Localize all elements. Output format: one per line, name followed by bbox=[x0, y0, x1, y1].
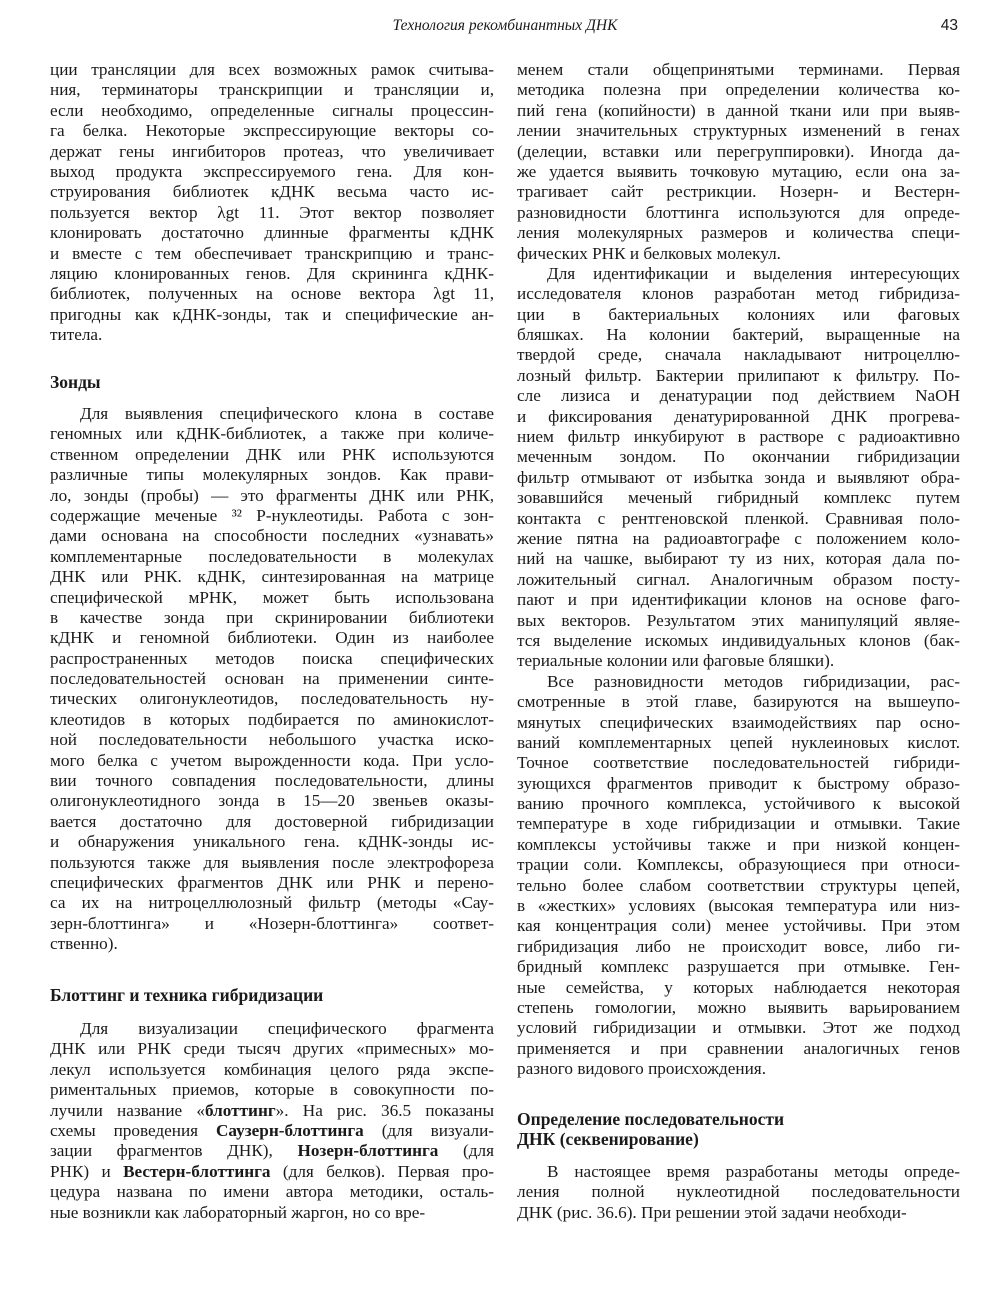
text-line: ной последовательности небольшого участка иско- bbox=[50, 730, 494, 750]
text-segment: (для белков). Первая про- bbox=[270, 1161, 494, 1181]
text-line: титела. bbox=[50, 325, 103, 345]
text-line: Все разновидности методов гибридизации, рас- bbox=[547, 671, 960, 691]
text-line: клонировать достаточно длинные фрагменты кДНК bbox=[50, 223, 494, 243]
text-line: выход продукта экспрессируемого гена. Для кон- bbox=[50, 161, 494, 181]
paragraph-group bbox=[517, 60, 960, 1080]
text-line: вии точного совпадения последовательности, длины bbox=[50, 771, 494, 791]
text-line: гибридизация либо не происходит вовсе, либо ги- bbox=[517, 936, 960, 956]
text-line: зерн-блоттинга» и «Нозерн-блоттинга» соответ- bbox=[50, 913, 494, 933]
text-line bbox=[50, 1162, 494, 1182]
text-line: ции трансляции для всех возможных рамок считыва- bbox=[50, 60, 494, 79]
text-line: са их на нитроцеллюлозный фильтр (методы «Сау- bbox=[50, 893, 494, 913]
text-line: нием фильтр инкубируют в растворе с радиоактивно bbox=[517, 427, 960, 447]
paragraph bbox=[517, 60, 960, 264]
text-line: мого белка с учетом вырожденности кода. При усло- bbox=[50, 750, 494, 770]
text-line: бридный комплекс разрушается при отмывке. Ген- bbox=[517, 957, 960, 977]
bold-term: Вестерн-блоттинга bbox=[123, 1161, 271, 1181]
text-line: вается достаточно для достоверной гибридизации bbox=[50, 811, 494, 831]
paragraph bbox=[50, 60, 494, 345]
text-line: ложительный сигнал. Аналогичным образом посту- bbox=[517, 569, 960, 589]
text-line: клеотидов в которых подбирается по аминокислот- bbox=[50, 709, 494, 729]
text-segment: зации фрагментов ДНК), bbox=[50, 1141, 298, 1161]
text-line: ния, терминаторы транскрипции и трансляции и, bbox=[50, 80, 494, 100]
text-line: твердой среде, сначала накладывают нитроцеллю- bbox=[517, 345, 960, 365]
text-line: и обнаружения уникального гена. кДНК-зонды ис- bbox=[50, 832, 494, 852]
text-line: фических РНК и белковых молекул. bbox=[517, 243, 781, 263]
text-line: если необходимо, определенные сигналы процессин- bbox=[50, 100, 494, 120]
text-segment: РНК) и bbox=[50, 1161, 124, 1181]
text-line: вых векторов. Результатом этих манипуляций являе- bbox=[517, 610, 960, 630]
text-line: и фиксирования денатурированной ДНК прогрева- bbox=[517, 406, 960, 426]
text-line: ванию прочного комплекса, устойчивого к высокой bbox=[517, 794, 960, 814]
text-line: жение пятна на радиоавтографе с положением коло- bbox=[517, 528, 960, 548]
text-line: последовательностей основан на применении синте- bbox=[50, 669, 494, 689]
text-line: трагивает сайт рестрикции. Нозерн- и Вестерн- bbox=[517, 182, 960, 202]
page-number: 43 bbox=[940, 17, 958, 34]
text-segment: лучили название « bbox=[50, 1100, 205, 1120]
text-line: комплексы устойчивы также и при низкой концен- bbox=[517, 834, 960, 854]
text-line: в качестве зонда при скринировании библиотеки bbox=[50, 607, 494, 627]
text-line: тся выделение искомых индивидуальных клонов (бак- bbox=[517, 630, 960, 650]
text-line: га белка. Некоторые экспрессирующие векторы со- bbox=[50, 121, 494, 141]
text-line: цедура названа по имени автора методики, осталь- bbox=[50, 1182, 494, 1202]
text-line: контакта с рентгеновской пленкой. Сравнивая поло- bbox=[517, 508, 960, 528]
text-line: пользуется вектор λgt 11. Этот вектор позволяет bbox=[50, 202, 494, 222]
text-line: Для идентификации и выделения интересующих bbox=[547, 263, 960, 283]
text-line: содержащие меченые ³² P-нуклеотиды. Работа с зон- bbox=[50, 505, 494, 525]
text-line bbox=[50, 1101, 494, 1121]
text-line: лении значительных структурных изменений в генах bbox=[517, 121, 960, 141]
text-line: ло, зонды (пробы) — это фрагменты ДНК или РНК, bbox=[50, 485, 494, 505]
text-line: Точное соответствие последовательностей гибриди- bbox=[517, 753, 960, 773]
text-line: ные возникли как лабораторный жаргон, но со вре- bbox=[50, 1202, 426, 1222]
running-header-title: Технология рекомбинантных ДНК bbox=[392, 17, 618, 34]
text-line: ления молекулярных размеров и количества специ- bbox=[517, 223, 960, 243]
text-line: методика полезна при определении количества ко- bbox=[517, 80, 960, 100]
text-line: различные типы молекулярных зондов. Как прави- bbox=[50, 465, 494, 485]
text-line: ляцию клонированных генов. Для скрининга кДНК- bbox=[50, 263, 494, 283]
bold-term: блоттинг bbox=[205, 1100, 276, 1120]
paragraph bbox=[517, 264, 960, 672]
text-line: бляшках. На колонии бактерий, выращенные на bbox=[517, 325, 960, 345]
text-line: и вместе с тем обеспечивает транскрипцию и транс- bbox=[50, 243, 494, 263]
text-line: тельно более слабом соответствии структуры цепей, bbox=[517, 875, 960, 895]
text-line: ственно). bbox=[50, 934, 118, 954]
text-line: ные семейства, у которых наблюдается некоторая bbox=[517, 977, 960, 997]
text-line: В настоящее время разработаны методы опреде- bbox=[547, 1162, 960, 1181]
paragraph bbox=[517, 1162, 960, 1223]
text-line: в «жестких» условиях (высокая температура или низ- bbox=[517, 896, 960, 916]
paragraph bbox=[50, 1019, 494, 1223]
bold-term: Саузерн-блоттинга bbox=[216, 1120, 364, 1140]
text-line: пользуются также для выявления после электрофореза bbox=[50, 852, 494, 872]
text-line: зующихся фрагментов приводит к быстрому образо- bbox=[517, 773, 960, 793]
bold-term: Нозерн-блоттинга bbox=[297, 1141, 439, 1161]
heading-line: ДНК (секвенирование) bbox=[517, 1129, 699, 1150]
text-segment: схемы проведения bbox=[50, 1120, 217, 1140]
text-line: же удается выявить точковую мутацию, если она за- bbox=[517, 161, 960, 181]
text-line: библиотек, полученных на основе вектора λgt 11, bbox=[50, 284, 494, 304]
text-line: пригодны как кДНК-зонды, так и специфические ан- bbox=[50, 304, 494, 324]
text-segment: (для bbox=[438, 1141, 495, 1161]
text-line: кДНК и геномной библиотеки. Один из наиболее bbox=[50, 628, 494, 648]
text-segment: (для визуали- bbox=[363, 1120, 494, 1140]
text-line: условий гибридизации и отмывки. Этот же подход bbox=[517, 1018, 960, 1038]
text-line: териальные колонии или фаговые бляшки). bbox=[517, 651, 835, 671]
text-line: лозный фильтр. Бактерии прилипают к фильтру. По- bbox=[517, 365, 960, 385]
text-line: Для выявления специфического клона в составе bbox=[80, 404, 494, 423]
text-line: ДНК (рис. 36.6). При решении этой задачи необходи- bbox=[517, 1202, 907, 1222]
text-line: трации соли. Комплексы, образующиеся при относи- bbox=[517, 855, 960, 875]
text-line: ДНК или РНК среди тысяч других «примесных» мо- bbox=[50, 1039, 494, 1059]
text-line: риментальных приемов, которые в совокупности по- bbox=[50, 1080, 494, 1100]
text-line: тических олигонуклеотидов, последовательность ну- bbox=[50, 689, 494, 709]
text-line: степень гомологии, можно выявить варьированием bbox=[517, 997, 960, 1017]
text-line: пий гена (копийности) в данной ткани или при выяв- bbox=[517, 100, 960, 120]
text-line: ний на чашке, выбирают ту из них, которая дала по- bbox=[517, 549, 960, 569]
text-line: распространенных методов поиска специфических bbox=[50, 648, 494, 668]
text-line: Для визуализации специфического фрагмента bbox=[80, 1019, 494, 1038]
text-line: разновидности блоттинга используются для опреде- bbox=[517, 202, 960, 222]
text-line: ваний комплементарных цепей нуклеиновых кислот. bbox=[517, 732, 960, 752]
text-line: мянутых специфических взаимодействиях пар осно- bbox=[517, 712, 960, 732]
paragraph bbox=[517, 672, 960, 1080]
text-line: держат гены ингибиторов протеаз, что увеличивает bbox=[50, 141, 494, 161]
text-line: (делеции, вставки или перегруппировки). Иногда да- bbox=[517, 141, 960, 161]
section-heading-blotting: Блоттинг и техника гибридизации bbox=[50, 985, 324, 1005]
text-line: сле лизиса и денатурации под действием NaOH bbox=[517, 386, 960, 406]
heading-line: Определение последовательности bbox=[517, 1109, 785, 1129]
text-line: исследователя клонов разработан метод гибридиза- bbox=[517, 284, 960, 304]
text-line: фильтр отмывают от избытка зонда и выявляют обра- bbox=[517, 467, 960, 487]
paragraph bbox=[50, 404, 494, 955]
text-line: ДНК или РНК. кДНК, синтезированная на матрице bbox=[50, 567, 494, 587]
text-segment: ». На рис. 36.5 показаны bbox=[275, 1100, 494, 1120]
text-line: специфических фрагментов ДНК или РНК и перено- bbox=[50, 872, 494, 892]
text-line: менем стали общепринятыми терминами. Первая bbox=[517, 60, 960, 79]
text-line: ственном определении ДНК или РНК используются bbox=[50, 444, 494, 464]
text-line: ции в бактериальных колониях или фаговых bbox=[517, 304, 960, 324]
text-line: применяется и при сравнении аналогичных генов bbox=[517, 1038, 960, 1058]
text-line: смотренные в этой главе, базируются на вышеупо- bbox=[517, 692, 960, 712]
text-line: кая концентрация соли) менее устойчивы. При этом bbox=[517, 916, 960, 936]
text-line: ления полной нуклеотидной последовательности bbox=[517, 1182, 960, 1202]
text-line: струирования библиотек кДНК весьма часто ис- bbox=[50, 182, 494, 202]
text-line: пают и при идентификации клонов на основе фаго- bbox=[517, 590, 960, 610]
text-line bbox=[50, 1141, 494, 1161]
text-line: олигонуклеотидного зонда в 15—20 звеньев оказы- bbox=[50, 791, 494, 811]
text-line: температуре в ходе гибридизации и отмывки. Такие bbox=[517, 814, 960, 834]
text-line: геномных или кДНК-библиотек, а также при количе- bbox=[50, 424, 494, 444]
text-line: специфической мРНК, может быть использована bbox=[50, 587, 494, 607]
section-heading-probes: Зонды bbox=[50, 372, 101, 392]
text-line: разного видового происхождения. bbox=[517, 1059, 767, 1079]
text-line: дами основана на способности последних «узнавать» bbox=[50, 526, 494, 546]
text-line: зовавшийся меченый гибридный комплекс путем bbox=[517, 488, 960, 508]
text-line: меченным зондом. По окончании гибридизации bbox=[517, 447, 960, 467]
section-heading-sequencing bbox=[517, 1109, 960, 1150]
text-line: комплементарные последовательности в молекулах bbox=[50, 546, 494, 566]
text-line bbox=[50, 1121, 494, 1141]
text-line: лекул используется комбинация целого ряда экспе- bbox=[50, 1059, 494, 1079]
